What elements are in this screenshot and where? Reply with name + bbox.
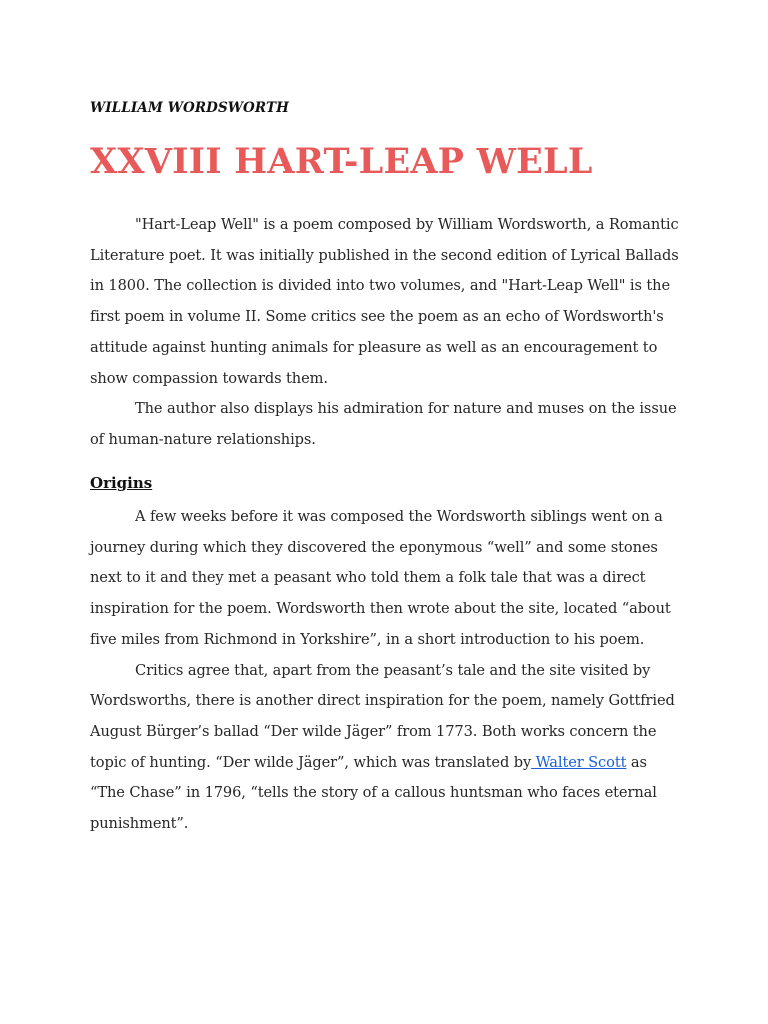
walter-scott-link[interactable]: Walter Scott [531,753,627,771]
origins-text-after-link: as “The Chase” in 1796, “tells the story of a callous huntsman who faces eternal punishment”. [90,753,657,833]
origins-paragraph [90,656,680,840]
page-title: XXVIII HART-LEAP WELL [90,141,593,182]
intro-paragraph: "Hart-Leap Well" is a poem composed by William Wordsworth, a Romantic Literature poet. It was initially published in the second edition of Lyrical Ballads in 1800. The collection is divided into two volumes, and "Hart-Leap Well" is the first poem in volume II. Some critics see the poem as an echo of Wordsworth's attitude against hunting animals for pleasure as well as an encouragement to show compassion towards them. [90,216,679,387]
author-name: WILLIAM WORDSWORTH [90,100,289,116]
intro-paragraph: The author also displays his admiration for nature and muses on the issue of human-nature relationships. [90,400,677,448]
origins-paragraph: A few weeks before it was composed the Wordsworth siblings went on a journey during which they discovered the eponymous “well” and some stones next to it and they met a peasant who told them a folk tale that was a direct inspiration for the poem. Wordsworth then wrote about the site, located “about five miles from Richmond in Yorkshire”, in a short introduction to his poem. [90,508,671,648]
intro-section [90,210,680,456]
origins-section [90,502,680,840]
origins-text-before-link: Critics agree that, apart from the peasant’s tale and the site visited by Wordsworths, there is another direct inspiration for the poem, namely Gottfried August Bürger’s ballad “Der wilde Jäger” from 1773. Both works concern the topic of hunting. “Der wilde Jäger”, which was translated by [90,661,675,771]
section-heading-origins: Origins [90,474,153,492]
